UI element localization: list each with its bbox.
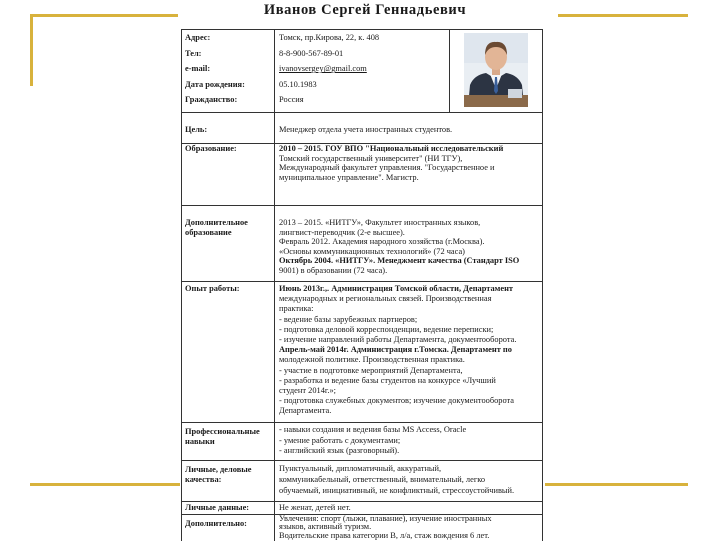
education-line: Международный факультет управления. "Государственное и (279, 163, 495, 173)
resume-sheet (181, 29, 543, 541)
experience-line: Июнь 2013г.,. Администрация Томской области, Департамент (279, 284, 514, 293)
decor-line-top-right (558, 14, 688, 17)
experience-line: Апрель-май 2014г. Администрация г.Томска. Департамент по (279, 345, 512, 355)
experience-line: - участие в подготовке мероприятий Департамента, (279, 365, 463, 375)
education-label: Образование: (185, 144, 237, 153)
extra-line: Увлечения: спорт (лыжи, плавание), изучение иностранных (279, 515, 492, 523)
experience-line: студент 2014г.»; (279, 386, 336, 396)
education-line: Томский государственный университет" (НИ ТГУ), (279, 153, 463, 163)
skills-line: - английский язык (разговорный). (279, 446, 400, 455)
personal-qualities-label: Личные, деловые (185, 465, 252, 474)
skills-label: навыки (185, 436, 215, 446)
education-line: муниципальное управление". Магистр. (279, 172, 419, 182)
additional-education-line: Октябрь 2004. «НИТГУ». Менеджмент качества (Стандарт ISO (279, 256, 520, 266)
goal-section (182, 113, 542, 144)
experience-line: практика: (279, 304, 314, 314)
skills-line: - навыки создания и ведения базы MS Access, Oracle (279, 425, 467, 434)
birthdate-label: Дата рождения: (185, 79, 245, 89)
personal-data-section (182, 502, 542, 515)
experience-line: - разработка и ведение базы студентов на конкурсе «Лучший (279, 375, 496, 385)
address-label: Адрес: (185, 33, 211, 42)
education-line: 2010 – 2015. ГОУ ВПО "Национальный исследовательский (279, 144, 504, 153)
personal-qualities-section (182, 461, 542, 502)
experience-label: Опыт работы: (185, 284, 240, 293)
experience-line: Департамента. (279, 406, 332, 416)
personal-qualities-line: Пунктуальный, дипломатичный, аккуратный, (279, 464, 442, 473)
resume-title: Иванов Сергей Геннадьевич (263, 2, 467, 18)
goal-label: Цель: (185, 125, 208, 134)
additional-education-line: «Основы коммуникационных технологий» (72 часа) (279, 246, 465, 256)
phone-value: 8-8-900-567-89-01 (279, 48, 344, 58)
extra-line: языков, активный туризм. (279, 523, 372, 532)
additional-education-label: образование (185, 227, 232, 237)
personal-qualities-line: коммуникабельный, ответственный, внимательный, легко (279, 475, 486, 484)
profile-photo (449, 30, 542, 113)
experience-line: - изучение направлений работы Департамента, документооборота. (279, 335, 517, 345)
experience-line: молодежной политике. Производственная практика. (279, 355, 465, 365)
contacts-section (182, 30, 542, 113)
extra-section (182, 515, 542, 541)
experience-line: международных и региональных связей. Производственная (279, 294, 492, 304)
personal-qualities-label: качества: (185, 474, 222, 484)
citizenship-value: Россия (279, 95, 304, 105)
additional-education-line: 2013 – 2015. «НИТГУ», Факультет иностранных языков, (279, 218, 481, 227)
decor-corner-top-left-h (30, 14, 178, 17)
email-label: e-mail: (185, 64, 211, 74)
additional-education-line: лингвист-переводчик (2-е высшее). (279, 227, 405, 237)
address-value: Томск, пр.Кирова, 22, к. 408 (279, 33, 380, 42)
skills-section (182, 423, 542, 461)
extra-line: Водительские права категории B, л/а, стаж вождения 6 лет. (279, 531, 490, 540)
decor-line-bottom-left (30, 483, 180, 486)
experience-section (182, 282, 542, 423)
skills-label: Профессиональные (185, 427, 260, 436)
personal-data-label: Личные данные: (185, 503, 250, 512)
extra-label: Дополнительно: (185, 519, 247, 528)
additional-education-line: Февраль 2012. Академия народного хозяйства (г.Москва). (279, 237, 485, 247)
birthdate-value: 05.10.1983 (279, 79, 317, 89)
decor-line-bottom-right (545, 483, 688, 486)
additional-education-line: 9001) в образовании (72 часа). (279, 265, 388, 275)
email-value[interactable]: ivanovsergey@gmail.com (279, 64, 367, 74)
education-section (182, 144, 542, 206)
personal-data-value: Не женат, детей нет. (279, 503, 351, 512)
personal-qualities-line: обучаемый, инициативный, не конфликтный, стрессоустойчивый. (279, 486, 515, 495)
skills-line: - умение работать с документами; (279, 435, 401, 445)
experience-line: - ведение базы зарубежных партнеров; (279, 314, 418, 324)
experience-line: - подготовка деловой корреспонденции, ведение переписки; (279, 324, 494, 334)
additional-education-label: Дополнительное (185, 218, 248, 227)
goal-value: Менеджер отдела учета иностранных студентов. (279, 125, 453, 134)
additional-education-section (182, 206, 542, 282)
citizenship-label: Гражданство: (185, 95, 238, 105)
person-photo-icon (464, 33, 528, 107)
decor-corner-top-left-v (30, 14, 33, 86)
experience-line: - подготовка служебных документов; изучение документооборота (279, 396, 515, 406)
phone-label: Тел: (185, 48, 202, 58)
